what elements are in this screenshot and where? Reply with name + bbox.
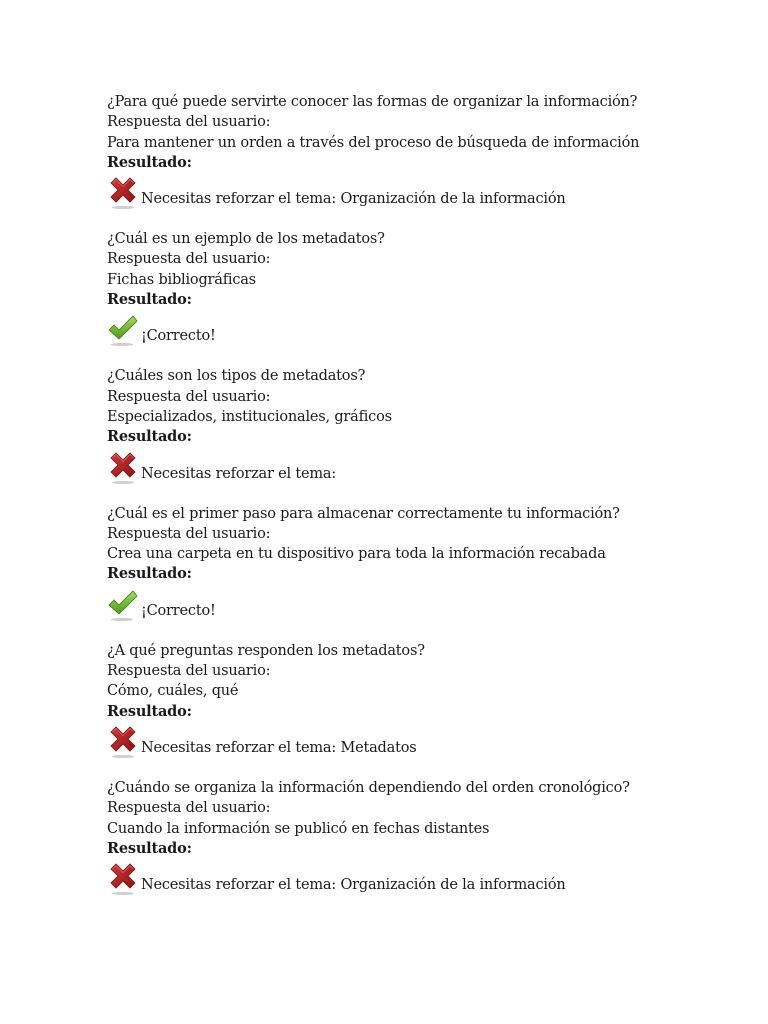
feedback-text: ¡Correcto! [141,328,216,345]
user-answer-label: Respuesta del usuario: [107,663,271,680]
question-block [107,641,727,759]
feedback-text: Necesitas reforzar el tema: Organización de la información [141,191,566,208]
result-label: Resultado: [107,153,192,171]
result-row [107,860,727,896]
result-label: Resultado: [107,839,192,857]
result-label: Resultado: [107,565,192,583]
user-answer-text: Fichas bibliográficas [107,271,256,288]
user-answer-text: Especializados, institucionales, gráficos [107,408,392,425]
question-block [107,504,727,622]
result-label: Resultado: [107,702,192,720]
result-row [107,586,727,622]
feedback-text: Necesitas reforzar el tema: [141,465,337,482]
user-answer-text: Crea una carpeta en tu dispositivo para toda la información recabada [107,546,606,563]
user-answer-text: Cuando la información se publicó en fechas distantes [107,820,490,837]
question-text: ¿Cuándo se organiza la información dependiendo del orden cronológico? [107,779,630,796]
question-text: ¿Para qué puede servirte conocer las formas de organizar la información? [107,94,638,110]
question-text: ¿A qué preguntas responden los metadatos? [107,642,425,659]
question-text: ¿Cuáles son los tipos de metadatos? [107,368,366,385]
cross-icon [107,725,139,759]
question-block [107,366,727,484]
cross-icon [107,176,139,210]
question-block [107,229,727,347]
result-row [107,311,727,347]
checkmark-icon [107,313,139,347]
user-answer-text: Para mantener un orden a través del proceso de búsqueda de información [107,134,640,151]
result-label: Resultado: [107,428,192,446]
result-row [107,723,727,759]
user-answer-label: Respuesta del usuario: [107,525,271,542]
checkmark-icon [107,588,139,622]
user-answer-label: Respuesta del usuario: [107,251,271,268]
user-answer-label: Respuesta del usuario: [107,114,271,131]
question-text: ¿Cuál es un ejemplo de los metadatos? [107,231,385,248]
user-answer-text: Cómo, cuáles, qué [107,683,239,700]
feedback-text: ¡Correcto! [141,602,216,619]
question-block [107,778,727,896]
result-label: Resultado: [107,291,192,309]
feedback-text: Necesitas reforzar el tema: Organización de la información [141,877,566,894]
cross-icon [107,862,139,896]
result-row [107,449,727,485]
cross-icon [107,451,139,485]
user-answer-label: Respuesta del usuario: [107,800,271,817]
result-row [107,174,727,210]
question-text: ¿Cuál es el primer paso para almacenar correctamente tu información? [107,505,620,522]
quiz-results [107,92,727,915]
feedback-text: Necesitas reforzar el tema: Metadatos [141,739,417,756]
user-answer-label: Respuesta del usuario: [107,388,271,405]
question-block [107,92,727,210]
